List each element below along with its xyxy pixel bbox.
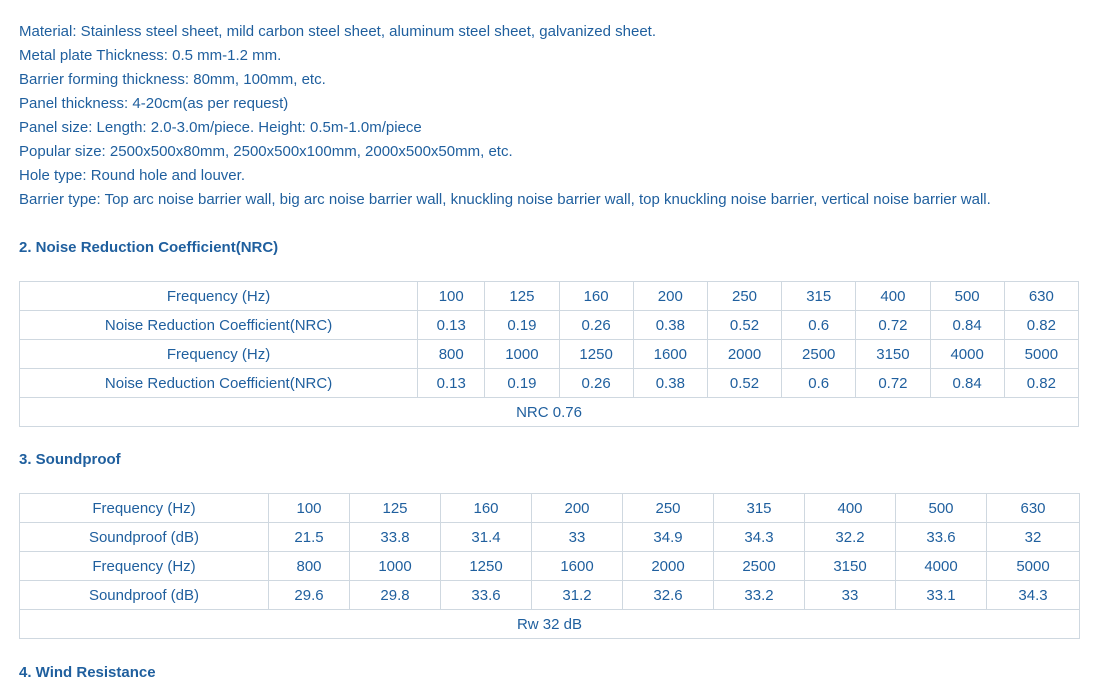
table-row: [20, 311, 1079, 340]
table-cell: 34.9: [623, 523, 714, 552]
table-cell: 0.72: [856, 311, 930, 340]
table-cell: 3150: [805, 552, 896, 581]
spec-plate-thickness: Metal plate Thickness: 0.5 mm-1.2 mm.: [19, 47, 282, 64]
spec-panel-thickness: Panel thickness: 4-20cm(as per request): [19, 95, 289, 112]
row-header-cell: Noise Reduction Coefficient(NRC): [20, 369, 418, 398]
table-cell: 5000: [1004, 340, 1078, 369]
table-cell: 800: [418, 340, 485, 369]
table-cell: 1250: [441, 552, 532, 581]
table-cell: 315: [782, 282, 856, 311]
table-cell: 3150: [856, 340, 930, 369]
spec-forming-thickness: Barrier forming thickness: 80mm, 100mm, etc.: [19, 71, 326, 88]
table-cell: 2000: [623, 552, 714, 581]
table-cell: 29.8: [350, 581, 441, 610]
table-cell: 34.3: [987, 581, 1080, 610]
table-cell: 250: [707, 282, 781, 311]
table-row: [20, 552, 1080, 581]
table-cell: 0.26: [559, 369, 633, 398]
spec-hole-type: Hole type: Round hole and louver.: [19, 167, 245, 184]
table-cell: 160: [559, 282, 633, 311]
row-header-cell: Noise Reduction Coefficient(NRC): [20, 311, 418, 340]
table-row: [20, 340, 1079, 369]
table-cell: 125: [350, 494, 441, 523]
table-cell: 31.4: [441, 523, 532, 552]
table-cell: 315: [714, 494, 805, 523]
table-cell: 1000: [350, 552, 441, 581]
table-cell: 0.82: [1004, 369, 1078, 398]
table-cell: 500: [896, 494, 987, 523]
table-cell: 630: [1004, 282, 1078, 311]
table-cell: 33.2: [714, 581, 805, 610]
table-cell: 200: [532, 494, 623, 523]
row-header-cell: Frequency (Hz): [20, 340, 418, 369]
table-cell: 32: [987, 523, 1080, 552]
table-cell: 500: [930, 282, 1004, 311]
row-header-cell: Frequency (Hz): [20, 282, 418, 311]
table-cell: 2000: [707, 340, 781, 369]
table-cell: 160: [441, 494, 532, 523]
table-cell: 0.52: [707, 311, 781, 340]
soundproof-heading: 3. Soundproof: [19, 451, 121, 468]
table-cell: 100: [418, 282, 485, 311]
table-cell: 1250: [559, 340, 633, 369]
table-cell: 33.8: [350, 523, 441, 552]
spec-popular-size: Popular size: 2500x500x80mm, 2500x500x100mm, 2000x500x50mm, etc.: [19, 143, 513, 160]
soundproof-summary: Rw 32 dB: [20, 610, 1080, 639]
table-cell: 2500: [782, 340, 856, 369]
table-cell: 0.52: [707, 369, 781, 398]
table-row: [20, 494, 1080, 523]
wind-heading: 4. Wind Resistance: [19, 664, 156, 681]
nrc-heading: 2. Noise Reduction Coefficient(NRC): [19, 239, 279, 256]
spec-list: [19, 20, 991, 212]
table-cell: 0.13: [418, 369, 485, 398]
row-header-cell: Soundproof (dB): [20, 581, 269, 610]
table-cell: 5000: [987, 552, 1080, 581]
table-cell: 800: [269, 552, 350, 581]
row-header-cell: Frequency (Hz): [20, 494, 269, 523]
table-cell: 400: [856, 282, 930, 311]
table-cell: 200: [633, 282, 707, 311]
spec-panel-size: Panel size: Length: 2.0-3.0m/piece. Height: 0.5m-1.0m/piece: [19, 119, 422, 136]
soundproof-table-body: [20, 494, 1080, 639]
table-cell: 0.84: [930, 311, 1004, 340]
table-row: [20, 581, 1080, 610]
table-cell: 400: [805, 494, 896, 523]
table-cell: 32.6: [623, 581, 714, 610]
table-cell: 31.2: [532, 581, 623, 610]
row-header-cell: Frequency (Hz): [20, 552, 269, 581]
table-cell: 0.13: [418, 311, 485, 340]
table-cell: 21.5: [269, 523, 350, 552]
table-cell: 0.6: [782, 369, 856, 398]
table-cell: 1600: [633, 340, 707, 369]
table-cell: 0.26: [559, 311, 633, 340]
table-cell: 0.19: [485, 369, 559, 398]
table-row: [20, 369, 1079, 398]
table-cell: 29.6: [269, 581, 350, 610]
table-cell: 33.6: [896, 523, 987, 552]
row-header-cell: Soundproof (dB): [20, 523, 269, 552]
spec-barrier-type: Barrier type: Top arc noise barrier wall, big arc noise barrier wall, knuckling noise barrier wall, top knuckling noise barrier, vertical noise barrier wall.: [19, 191, 991, 208]
table-row: [20, 282, 1079, 311]
nrc-table-body: [20, 282, 1079, 427]
table-cell: 33.6: [441, 581, 532, 610]
nrc-summary: NRC 0.76: [20, 398, 1079, 427]
table-cell: 0.6: [782, 311, 856, 340]
table-cell: 33: [805, 581, 896, 610]
table-cell: 1600: [532, 552, 623, 581]
table-cell: 34.3: [714, 523, 805, 552]
table-cell: 4000: [930, 340, 1004, 369]
table-cell: 0.38: [633, 311, 707, 340]
table-cell: 0.84: [930, 369, 1004, 398]
table-cell: 2500: [714, 552, 805, 581]
table-cell: 630: [987, 494, 1080, 523]
nrc-table: [19, 281, 1079, 427]
soundproof-table: [19, 493, 1080, 639]
table-cell: 100: [269, 494, 350, 523]
table-cell: 0.38: [633, 369, 707, 398]
table-cell: 0.72: [856, 369, 930, 398]
table-cell: 4000: [896, 552, 987, 581]
table-cell: 1000: [485, 340, 559, 369]
table-cell: 250: [623, 494, 714, 523]
table-cell: 0.19: [485, 311, 559, 340]
spec-material: Material: Stainless steel sheet, mild carbon steel sheet, aluminum steel sheet, galvanized sheet.: [19, 23, 657, 40]
table-cell: 0.82: [1004, 311, 1078, 340]
table-cell: 125: [485, 282, 559, 311]
table-cell: 33: [532, 523, 623, 552]
table-cell: 33.1: [896, 581, 987, 610]
table-cell: 32.2: [805, 523, 896, 552]
table-row: [20, 523, 1080, 552]
